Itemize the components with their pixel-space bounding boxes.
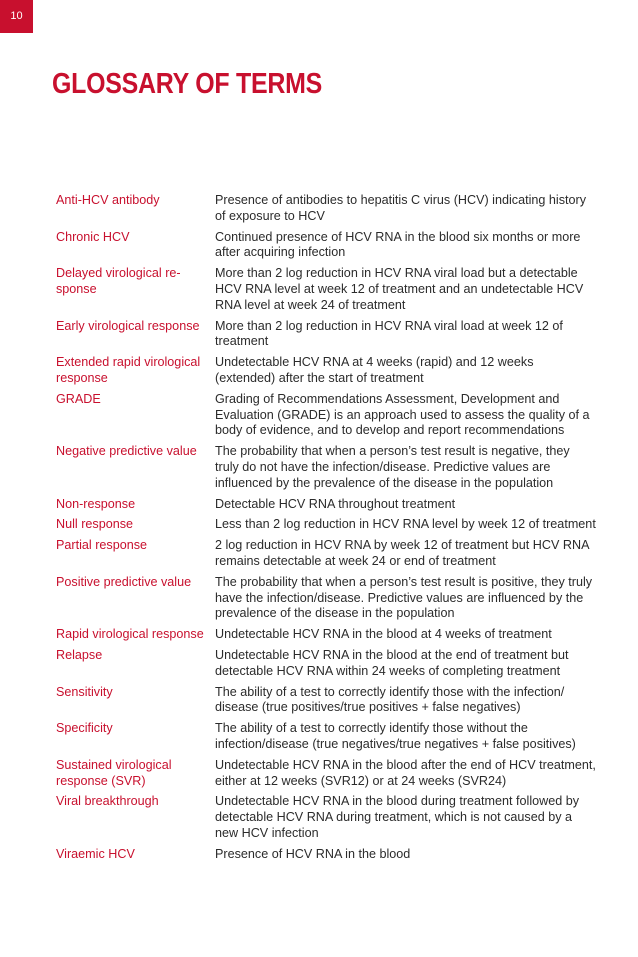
glossary-entry bbox=[56, 648, 596, 680]
glossary-definition: Less than 2 log reduction in HCV RNA level by week 12 of treatment bbox=[215, 517, 596, 532]
glossary-term: Non-response bbox=[56, 496, 136, 511]
glossary-definition: The ability of a test to correctly identify those without the infection/disease (true negatives/true negatives + false positives) bbox=[215, 721, 576, 751]
glossary-term: Negative predictive value bbox=[56, 444, 197, 459]
glossary-entry bbox=[56, 685, 596, 717]
glossary-term: Sensitivity bbox=[56, 684, 113, 699]
glossary-term: Rapid virological response bbox=[56, 627, 204, 642]
glossary-entry bbox=[56, 355, 596, 387]
glossary-definition: The ability of a test to correctly identify those with the infection/ disease (true positives/true positives + false negatives) bbox=[215, 684, 565, 715]
glossary-term: Positive predictive value bbox=[56, 574, 192, 589]
glossary-definition: Undetectable HCV RNA in the blood at the end of treatment but detectable HCV RNA within 24 weeks of completing treatment bbox=[215, 647, 569, 678]
glossary-term: Chronic HCV bbox=[56, 229, 130, 244]
glossary-term: Viraemic HCV bbox=[56, 846, 135, 861]
glossary-entry bbox=[56, 392, 596, 439]
glossary-entry bbox=[56, 230, 596, 262]
glossary-definition: Presence of antibodies to hepatitis C virus (HCV) indicating history of exposure to HCV bbox=[215, 193, 586, 223]
glossary-term: Null response bbox=[56, 517, 134, 532]
glossary-term: Partial response bbox=[56, 538, 148, 553]
glossary-entry bbox=[56, 847, 596, 863]
glossary-term: Sustained virological response (SVR) bbox=[56, 757, 172, 788]
glossary-term: Extended rapid virological response bbox=[56, 355, 201, 385]
glossary-term: Viral breakthrough bbox=[56, 794, 159, 809]
glossary-entry bbox=[56, 193, 596, 225]
page-number-badge: 10 bbox=[0, 0, 33, 33]
glossary-entry bbox=[56, 444, 596, 491]
glossary-term: Specificity bbox=[56, 721, 113, 736]
glossary-definition: Grading of Recommendations Assessment, Development and Evaluation (GRADE) is an approach used to assess the quality of a body of evidence, and to develop and report recommendations bbox=[215, 391, 590, 438]
glossary-definition: Presence of HCV RNA in the blood bbox=[215, 846, 411, 861]
glossary-term: Relapse bbox=[56, 647, 103, 662]
glossary-entry bbox=[56, 319, 596, 351]
glossary-definition: Continued presence of HCV RNA in the blood six months or more after acquiring infection bbox=[215, 229, 581, 260]
glossary-entry bbox=[56, 517, 596, 533]
glossary-entry bbox=[56, 266, 596, 313]
glossary-list bbox=[56, 193, 596, 867]
glossary-term: GRADE bbox=[56, 391, 101, 406]
glossary-entry bbox=[56, 794, 596, 841]
glossary-definition: The probability that when a person’s test result is positive, they truly have the infection/disease. Predictive values are influenced by the prevalence of the disease in the population bbox=[215, 574, 593, 621]
glossary-entry bbox=[56, 497, 596, 513]
glossary-definition: More than 2 log reduction in HCV RNA viral load but a detectable HCV RNA level at week 12 of treatment and an undetectable HCV RNA level at week 24 of treatment bbox=[215, 266, 584, 312]
glossary-definition: More than 2 log reduction in HCV RNA viral load at week 12 of treatment bbox=[215, 318, 563, 349]
glossary-entry bbox=[56, 627, 596, 643]
glossary-definition: Undetectable HCV RNA in the blood at 4 weeks of treatment bbox=[215, 627, 552, 642]
glossary-definition: The probability that when a person’s test result is negative, they truly do not have the infection/disease. Predictive values are influenced by the prevalence of the disease in the population bbox=[215, 444, 570, 490]
glossary-definition: Undetectable HCV RNA at 4 weeks (rapid) and 12 weeks (extended) after the start of treatment bbox=[215, 355, 534, 385]
glossary-entry bbox=[56, 538, 596, 570]
glossary-definition: Undetectable HCV RNA in the blood during treatment followed by detectable HCV RNA during treatment, which is not caused by a new HCV infection bbox=[215, 794, 580, 840]
glossary-definition: Detectable HCV RNA throughout treatment bbox=[215, 496, 456, 511]
glossary-term: Delayed virological re-sponse bbox=[56, 266, 181, 296]
glossary-term: Early virological response bbox=[56, 318, 200, 333]
glossary-entry bbox=[56, 721, 596, 753]
page-title: GLOSSARY OF TERMS bbox=[52, 68, 322, 100]
glossary-definition: Undetectable HCV RNA in the blood after the end of HCV treatment, either at 12 weeks (SVR12) or at 24 weeks (SVR24) bbox=[215, 757, 596, 788]
glossary-definition: 2 log reduction in HCV RNA by week 12 of treatment but HCV RNA remains detectable at week 24 or end of treatment bbox=[215, 538, 589, 568]
glossary-entry bbox=[56, 575, 596, 622]
glossary-term: Anti-HCV antibody bbox=[56, 193, 160, 207]
glossary-entry bbox=[56, 758, 596, 790]
